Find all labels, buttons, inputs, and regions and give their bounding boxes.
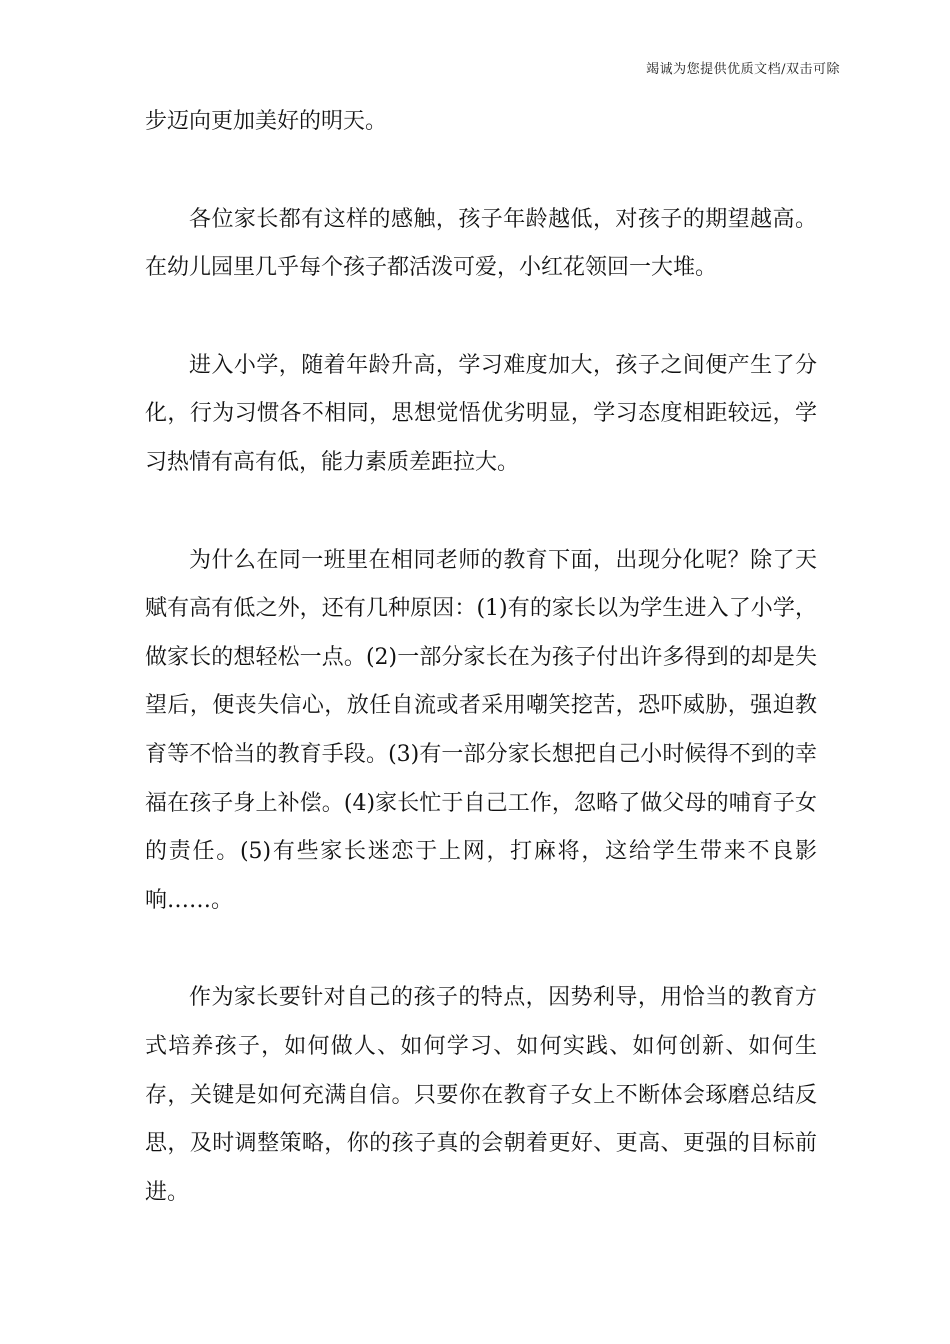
paragraph-reasons: 为什么在同一班里在相同老师的教育下面，出现分化呢？除了天赋有高有低之外，还有几种原因：(1)有的家长以为学生进入了小学，做家长的想轻松一点。(2)一部分家长在为孩子付出许多得到的却是失望后，便丧失信心，放任自流或者采用嘲笑挖苦，恐吓威胁，强迫教育等不恰当的教育手段。(3)有一部分家长想把自己小时候得不到的幸福在孩子身上补偿。(4)家长忙于自己工作，忽略了做父母的哺育子女的责任。(5)有些家长迷恋于上网，打麻将，这给学生带来不良影响……。 [145, 547, 817, 913]
header-note: 竭诚为您提供优质文档/双击可除 [646, 62, 840, 77]
paragraph-advice: 作为家长要针对自己的孩子的特点，因势利导，用恰当的教育方式培养孩子，如何做人、如何学习、如何实践、如何创新、如何生存，关键是如何充满自信。只要你在教育子女上不断体会琢磨总结反思，及时调整策略，你的孩子真的会朝着更好、更高、更强的目标前进。 [145, 985, 817, 1205]
paragraph-continuation: 步迈向更加美好的明天。 [145, 109, 388, 134]
document-body [145, 98, 817, 1217]
paragraph-parents-feelings: 各位家长都有这样的感触，孩子年龄越低，对孩子的期望越高。在幼儿园里几乎每个孩子都活泼可爱，小红花领回一大堆。 [145, 206, 817, 281]
paragraph-primary-school: 进入小学，随着年龄升高，学习难度加大，孩子之间便产生了分化，行为习惯各不相同，思想觉悟优劣明显，学习态度相距较远，学习热情有高有低，能力素质差距拉大。 [145, 352, 817, 475]
